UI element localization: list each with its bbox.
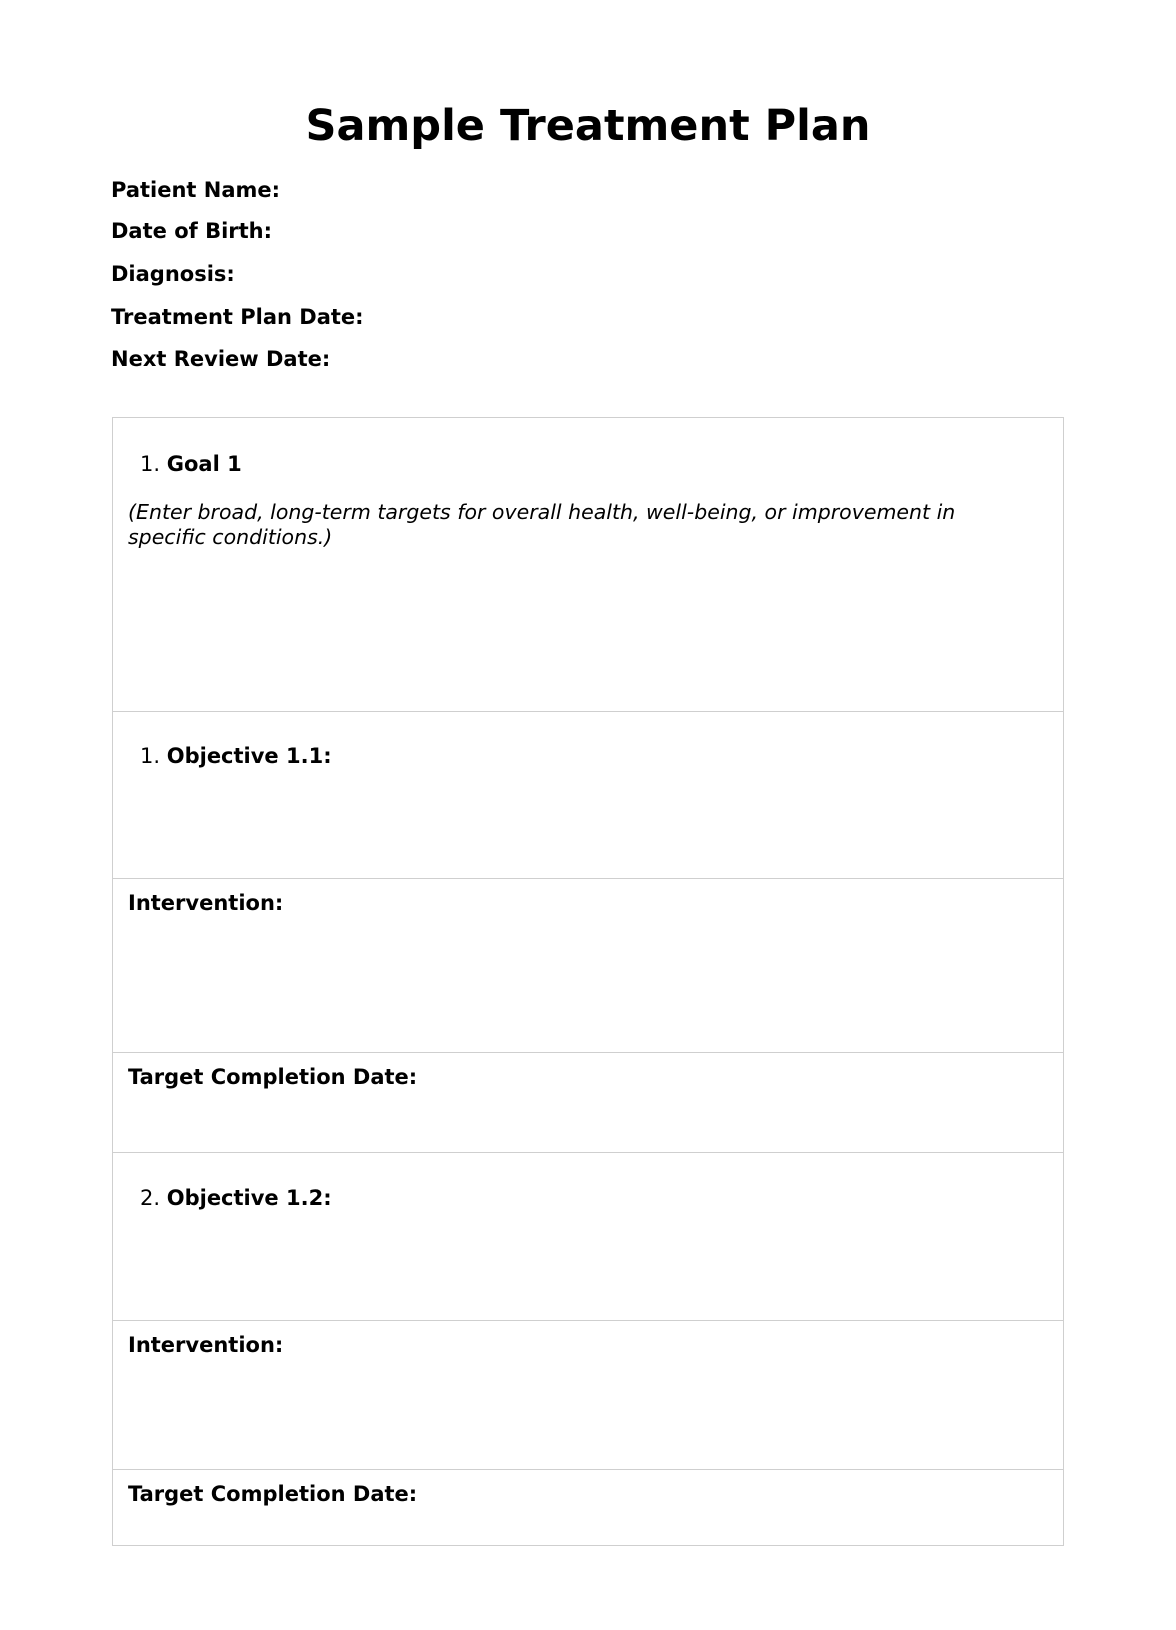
objective-label: Objective 1.1:: [166, 744, 332, 768]
goal-hint-text: (Enter broad, long-term targets for overall health, well-being, or improvement in specific conditions.): [128, 500, 956, 549]
objective-heading: [140, 1184, 332, 1212]
objective-number: 2.: [140, 1186, 161, 1210]
intervention-row: [113, 879, 1063, 1053]
goal-row: [113, 418, 1063, 712]
target-completion-row: [113, 1470, 1063, 1545]
objective-label: Objective 1.2:: [166, 1186, 332, 1210]
patient-name-label: Patient Name:: [111, 178, 281, 202]
diagnosis-label: Diagnosis:: [111, 262, 235, 286]
intervention-row: [113, 1321, 1063, 1470]
page-title: Sample Treatment Plan: [305, 101, 871, 151]
objective-number: 1.: [140, 744, 161, 768]
treatment-plan-date-label: Treatment Plan Date:: [111, 305, 364, 329]
target-completion-label: Target Completion Date:: [128, 1482, 418, 1506]
objective-row: [113, 1153, 1063, 1321]
treatment-plan-table: [112, 417, 1064, 1546]
date-of-birth-label: Date of Birth:: [111, 219, 273, 243]
intervention-label: Intervention:: [128, 891, 284, 915]
goal-heading: [140, 450, 242, 478]
goal-number: 1.: [140, 452, 161, 476]
target-completion-row: [113, 1053, 1063, 1153]
intervention-label: Intervention:: [128, 1333, 284, 1357]
objective-row: [113, 712, 1063, 879]
objective-heading: [140, 742, 332, 770]
goal-label: Goal 1: [166, 452, 242, 476]
next-review-date-label: Next Review Date:: [111, 347, 331, 371]
target-completion-label: Target Completion Date:: [128, 1065, 418, 1089]
